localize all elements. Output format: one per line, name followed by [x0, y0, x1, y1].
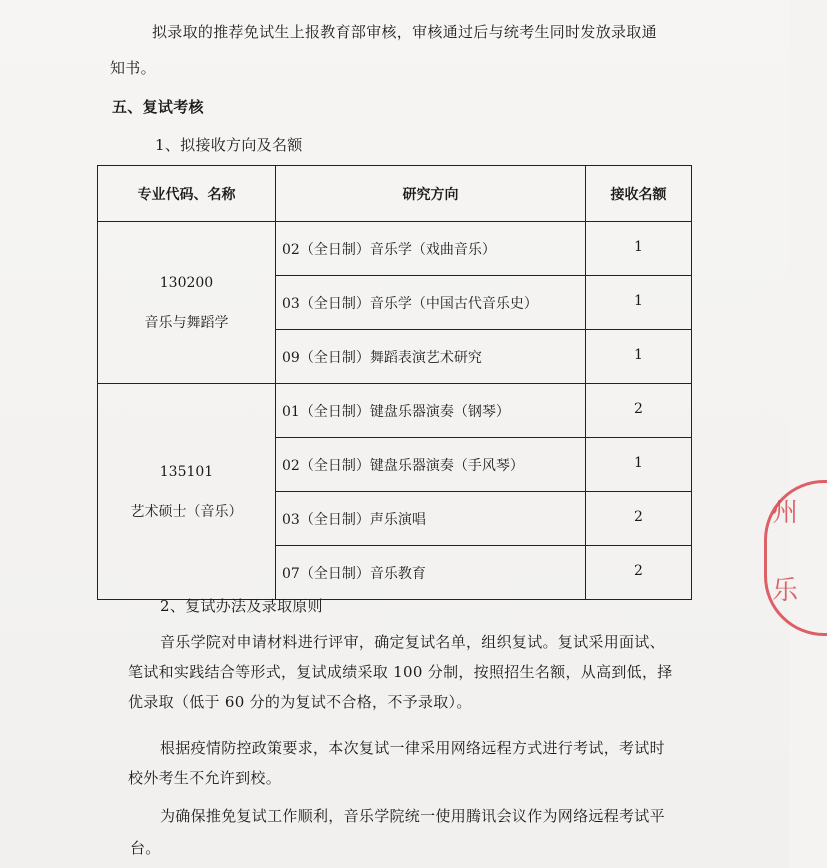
- direction-cell: 02（全日制）音乐学（戏曲音乐）: [276, 222, 586, 276]
- paragraph-line: 优录取（低于 60 分的为复试不合格，不予录取）。: [128, 693, 472, 711]
- header-direction: 研究方向: [276, 166, 586, 222]
- count-cell: 2: [586, 492, 692, 546]
- table-row: [98, 222, 692, 276]
- major-name: 艺术硕士（音乐）: [130, 503, 243, 520]
- paragraph-line: 校外考生不允许到校。: [128, 769, 282, 787]
- paragraph-line: 台。: [130, 839, 161, 857]
- major-cell: [98, 222, 276, 384]
- direction-cell: 02（全日制）键盘乐器演奏（手风琴）: [276, 438, 586, 492]
- major-cell: [98, 384, 276, 600]
- paragraph-line: 知书。: [110, 59, 156, 77]
- subsection-heading: 1、拟接收方向及名额: [155, 136, 303, 154]
- subsection-heading: 2、复试办法及录取原则: [160, 597, 323, 615]
- direction-cell: 01（全日制）键盘乐器演奏（钢琴）: [276, 384, 586, 438]
- major-code: 130200: [159, 274, 214, 291]
- count-cell: 1: [586, 330, 692, 384]
- seal-char: 州: [772, 498, 799, 528]
- direction-cell: 03（全日制）音乐学（中国古代音乐史）: [276, 276, 586, 330]
- paragraph-line: 为确保推免复试工作顺利，音乐学院统一使用腾讯会议作为网络远程考试平: [160, 807, 665, 825]
- paragraph-line: 拟录取的推荐免试生上报教育部审核，审核通过后与统考生同时发放录取通: [152, 23, 657, 41]
- paragraph-line: 笔试和实践结合等形式，复试成绩采取 100 分制，按照招生名额，从高到低，择: [128, 663, 673, 681]
- header-count: 接收名额: [586, 166, 692, 222]
- count-cell: 1: [586, 222, 692, 276]
- direction-cell: 07（全日制）音乐教育: [276, 546, 586, 600]
- table-row: [98, 384, 692, 438]
- major-name: 音乐与舞蹈学: [144, 314, 229, 331]
- quota-table: [97, 165, 692, 600]
- header-major: 专业代码、名称: [98, 166, 276, 222]
- direction-cell: 09（全日制）舞蹈表演艺术研究: [276, 330, 586, 384]
- direction-cell: 03（全日制）声乐演唱: [276, 492, 586, 546]
- paragraph-line: 音乐学院对申请材料进行评审，确定复试名单，组织复试。复试采用面试、: [160, 633, 665, 651]
- section-heading: 五、复试考核: [112, 98, 204, 116]
- count-cell: 2: [586, 384, 692, 438]
- count-cell: 1: [586, 438, 692, 492]
- seal-char: 乐: [772, 576, 799, 606]
- paragraph-line: 根据疫情防控政策要求，本次复试一律采用网络远程方式进行考试，考试时: [160, 739, 665, 757]
- major-code: 135101: [159, 463, 214, 480]
- count-cell: 2: [586, 546, 692, 600]
- count-cell: 1: [586, 276, 692, 330]
- table-header-row: [98, 166, 692, 222]
